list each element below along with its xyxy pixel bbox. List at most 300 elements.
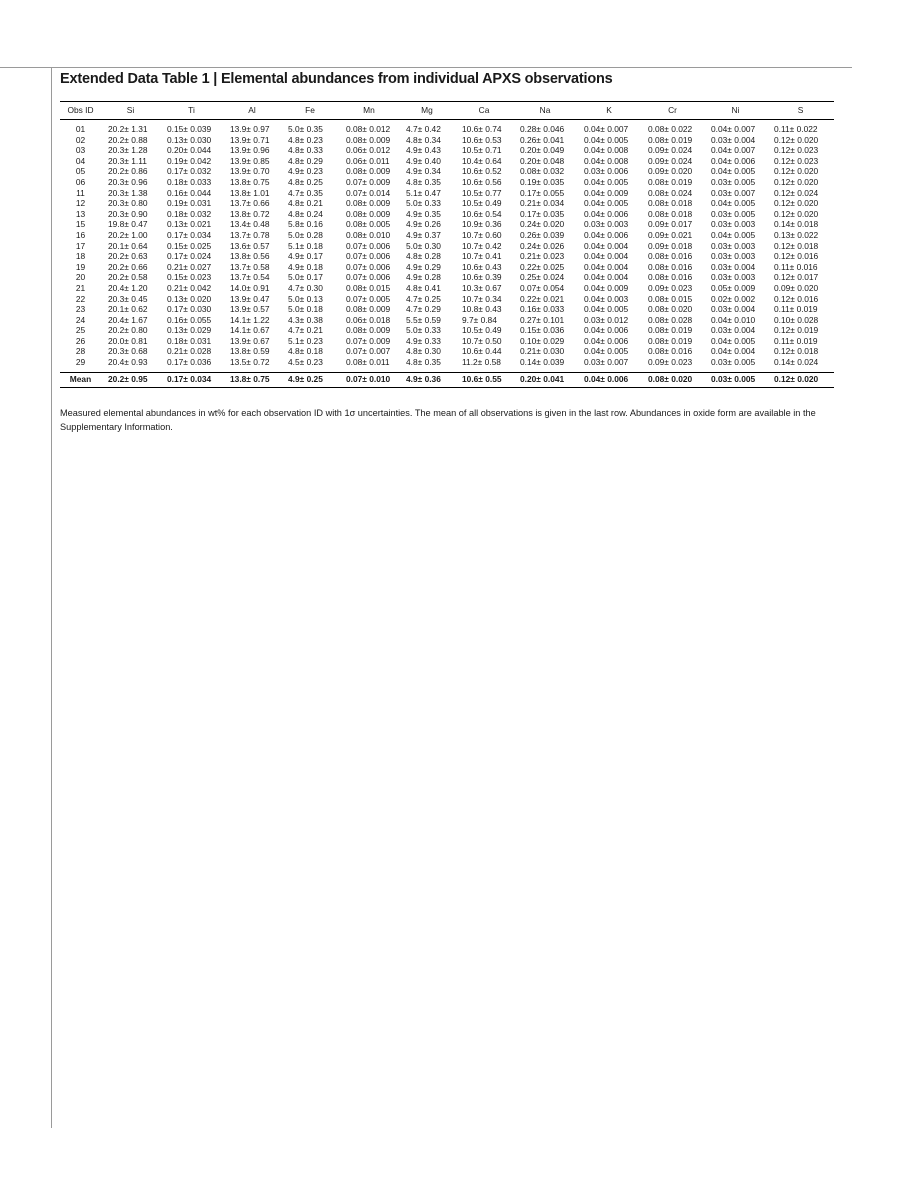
value-cell: 0.08± 0.009 [346,198,391,209]
value-cell: 0.21± 0.034 [520,198,565,209]
mean-value-cell: 0.20± 0.041 [513,372,577,387]
column-header: Mg [399,102,455,120]
column-header: Na [513,102,577,120]
value-cell: 0.04± 0.005 [711,335,756,346]
value-cell: 0.04± 0.010 [711,314,756,325]
header-row [60,102,834,120]
table-row [60,209,834,220]
value-cell: 4.7± 0.25 [406,293,441,304]
value-cell: 13.7± 0.66 [230,198,270,209]
column-header: Ca [455,102,513,120]
value-cell: 0.17± 0.032 [167,166,212,177]
value-cell: 13.9± 0.71 [230,134,270,145]
value-cell: 13.5± 0.72 [230,357,270,368]
table-body [60,120,834,373]
obs-id-cell: 13 [75,208,86,219]
obs-id-cell: 24 [75,314,86,325]
value-cell: 0.06± 0.018 [346,314,391,325]
value-cell: 4.9± 0.43 [406,145,441,156]
value-cell: 0.12± 0.016 [774,251,819,262]
value-cell: 0.15± 0.039 [167,124,212,134]
value-cell: 0.03± 0.006 [584,166,629,177]
value-cell: 20.2± 1.31 [108,124,148,134]
value-cell: 0.22± 0.021 [520,293,565,304]
value-cell: 5.0± 0.28 [288,229,323,240]
value-cell: 10.6± 0.53 [462,134,502,145]
value-cell: 0.08± 0.019 [648,134,693,145]
value-cell: 0.04± 0.006 [584,229,629,240]
value-cell: 4.9± 0.40 [406,155,441,166]
mean-value-cell: 4.9± 0.36 [399,372,455,387]
value-cell: 0.13± 0.030 [167,134,212,145]
value-cell: 4.9± 0.26 [406,219,441,230]
value-cell: 0.03± 0.004 [711,304,756,315]
obs-id-cell: 11 [76,187,85,198]
value-cell: 0.08± 0.032 [520,166,565,177]
value-cell: 0.03± 0.004 [711,261,756,272]
table-caption: Measured elemental abundances in wt% for each observation ID with 1σ uncertainties. The mean of all observations is given in the last row. Abundances in oxide form are available in the Supplementary Information. [60,408,816,432]
value-cell: 13.9± 0.57 [230,304,270,315]
value-cell: 0.12± 0.020 [774,208,819,219]
obs-id-cell: 02 [75,134,86,145]
value-cell: 0.08± 0.009 [346,325,391,336]
value-cell: 5.1± 0.23 [288,335,323,346]
value-cell: 0.08± 0.009 [346,166,391,177]
mean-value-cell: 10.6± 0.55 [455,372,513,387]
value-cell: 0.20± 0.044 [167,145,212,156]
value-cell: 0.04± 0.009 [584,187,629,198]
value-cell: 0.11± 0.022 [774,124,818,134]
value-cell: 20.4± 1.67 [108,314,148,325]
obs-id-cell: 06 [75,176,86,187]
column-header: Mn [339,102,399,120]
value-cell: 0.08± 0.009 [346,134,391,145]
value-cell: 0.28± 0.046 [520,124,565,134]
column-header: Al [223,102,281,120]
value-cell: 0.04± 0.006 [584,325,629,336]
value-cell: 5.5± 0.59 [406,314,441,325]
value-cell: 0.06± 0.012 [346,145,391,156]
table-row [60,336,834,347]
obs-id-cell: 12 [75,198,86,209]
obs-id-cell: 04 [75,155,86,166]
value-cell: 0.24± 0.020 [520,219,565,230]
obs-id-cell: 23 [75,304,86,315]
value-cell: 20.2± 0.63 [108,251,148,262]
value-cell: 0.12± 0.020 [774,176,819,187]
value-cell: 4.8± 0.35 [406,357,441,368]
value-cell: 0.17± 0.030 [167,304,212,315]
value-cell: 0.13± 0.022 [774,229,819,240]
value-cell: 0.04± 0.009 [584,282,629,293]
table-row [60,251,834,262]
value-cell: 9.7± 0.84 [462,314,497,325]
value-cell: 0.04± 0.006 [584,335,629,346]
value-cell: 4.8± 0.21 [288,198,323,209]
value-cell: 0.08± 0.018 [648,208,693,219]
value-cell: 14.0± 0.91 [230,282,270,293]
value-cell: 0.27± 0.101 [520,314,565,325]
obs-id-cell: 26 [75,335,86,346]
obs-id-cell: 01 [75,124,86,134]
value-cell: 0.08± 0.016 [648,346,693,357]
value-cell: 20.3± 1.38 [108,187,148,198]
value-cell: 20.2± 0.80 [108,325,148,336]
value-cell: 0.08± 0.019 [648,325,693,336]
value-cell: 0.08± 0.009 [346,304,391,315]
value-cell: 20.1± 0.64 [108,240,148,251]
value-cell: 4.3± 0.38 [288,314,323,325]
value-cell: 0.04± 0.005 [584,346,629,357]
value-cell: 20.3± 0.45 [108,293,148,304]
value-cell: 0.12± 0.020 [774,166,819,177]
value-cell: 4.8± 0.18 [288,346,323,357]
mean-value-cell: 20.2± 0.95 [101,372,160,387]
value-cell: 0.04± 0.006 [584,208,629,219]
value-cell: 0.17± 0.034 [167,229,212,240]
value-cell: 0.04± 0.005 [711,166,756,177]
value-cell: 0.04± 0.005 [711,198,756,209]
value-cell: 10.5± 0.71 [462,145,502,156]
value-cell: 0.03± 0.003 [711,240,756,251]
value-cell: 0.07± 0.006 [346,261,391,272]
abundance-table [60,102,834,387]
value-cell: 0.10± 0.028 [774,314,819,325]
value-cell: 20.3± 0.80 [108,198,148,209]
value-cell: 13.4± 0.48 [230,219,270,230]
value-cell: 0.04± 0.004 [584,272,629,283]
value-cell: 4.9± 0.18 [288,261,323,272]
mean-value-cell: 13.8± 0.75 [223,372,281,387]
value-cell: 13.8± 0.59 [230,346,270,357]
value-cell: 0.24± 0.026 [520,240,565,251]
value-cell: 10.5± 0.49 [462,325,502,336]
value-cell: 0.09± 0.024 [648,155,693,166]
value-cell: 20.1± 0.62 [108,304,148,315]
table-title: Extended Data Table 1 | Elemental abundances from individual APXS observations [60,71,613,87]
value-cell: 0.03± 0.007 [584,357,629,368]
value-cell: 4.7± 0.30 [288,282,323,293]
value-cell: 0.04± 0.005 [711,229,756,240]
value-cell: 0.12± 0.017 [774,272,819,283]
value-cell: 4.8± 0.33 [288,145,323,156]
value-cell: 0.09± 0.023 [648,357,693,368]
value-cell: 0.03± 0.007 [711,187,756,198]
value-cell: 0.16± 0.044 [167,187,212,198]
value-cell: 20.3± 0.90 [108,208,148,219]
value-cell: 10.5± 0.77 [462,187,502,198]
value-cell: 0.10± 0.029 [520,335,565,346]
value-cell: 0.20± 0.049 [520,145,565,156]
value-cell: 0.21± 0.027 [167,261,212,272]
value-cell: 0.18± 0.031 [167,335,212,346]
value-cell: 20.3± 0.68 [108,346,148,357]
value-cell: 10.8± 0.43 [462,304,502,315]
value-cell: 0.21± 0.028 [167,346,212,357]
value-cell: 4.9± 0.37 [406,229,441,240]
value-cell: 0.08± 0.024 [648,187,693,198]
value-cell: 0.08± 0.016 [648,251,693,262]
value-cell: 0.11± 0.019 [774,304,818,315]
value-cell: 0.04± 0.003 [584,293,629,304]
value-cell: 10.6± 0.39 [462,272,502,283]
value-cell: 4.5± 0.23 [288,357,323,368]
value-cell: 10.5± 0.49 [462,198,502,209]
value-cell: 0.17± 0.055 [520,187,565,198]
value-cell: 0.17± 0.024 [167,251,212,262]
value-cell: 13.9± 0.70 [230,166,270,177]
value-cell: 11.2± 0.58 [462,357,501,368]
value-cell: 0.08± 0.016 [648,261,693,272]
value-cell: 13.7± 0.58 [230,261,270,272]
table-row [60,357,834,372]
value-cell: 0.03± 0.004 [711,134,756,145]
table-row [60,315,834,326]
value-cell: 0.15± 0.036 [520,325,565,336]
table-row [60,346,834,357]
value-cell: 0.06± 0.011 [346,155,390,166]
mean-row [60,372,834,387]
value-cell: 4.9± 0.35 [406,208,441,219]
value-cell: 0.11± 0.016 [774,261,818,272]
value-cell: 4.8± 0.24 [288,208,323,219]
value-cell: 0.16± 0.033 [520,304,565,315]
obs-id-cell: 20 [75,272,86,283]
value-cell: 20.3± 0.96 [108,176,148,187]
value-cell: 0.18± 0.033 [167,176,212,187]
value-cell: 10.6± 0.56 [462,176,502,187]
table-row [60,198,834,209]
value-cell: 13.8± 0.56 [230,251,270,262]
table-row [60,156,834,167]
value-cell: 4.8± 0.41 [406,282,441,293]
table-row [60,304,834,315]
value-cell: 0.08± 0.022 [648,124,693,134]
abundance-table-container [60,101,834,388]
value-cell: 0.14± 0.024 [774,357,819,368]
mean-value-cell: 0.17± 0.034 [160,372,223,387]
value-cell: 10.7± 0.60 [462,229,502,240]
value-cell: 4.8± 0.35 [406,176,441,187]
table-row [60,283,834,294]
value-cell: 0.09± 0.020 [648,166,693,177]
value-cell: 0.09± 0.023 [648,282,693,293]
value-cell: 20.2± 0.88 [108,134,148,145]
value-cell: 4.8± 0.30 [406,346,441,357]
column-header: Obs ID [60,102,101,120]
value-cell: 0.08± 0.016 [648,272,693,283]
value-cell: 20.2± 0.58 [108,272,148,283]
value-cell: 0.25± 0.024 [520,272,565,283]
value-cell: 0.04± 0.005 [584,198,629,209]
table-row [60,145,834,156]
column-header: Ti [160,102,223,120]
value-cell: 0.14± 0.039 [520,357,565,368]
value-cell: 0.03± 0.004 [711,325,756,336]
value-cell: 0.08± 0.011 [346,357,390,368]
value-cell: 10.9± 0.36 [462,219,502,230]
value-cell: 0.17± 0.036 [167,357,212,368]
value-cell: 4.9± 0.34 [406,166,441,177]
value-cell: 4.8± 0.34 [406,134,441,145]
value-cell: 13.7± 0.78 [230,229,270,240]
value-cell: 4.9± 0.33 [406,335,441,346]
value-cell: 0.12± 0.018 [774,346,819,357]
value-cell: 0.04± 0.007 [711,124,756,134]
value-cell: 0.09± 0.024 [648,145,693,156]
obs-id-cell: 22 [75,293,86,304]
value-cell: 0.08± 0.019 [648,335,693,346]
column-header: K [577,102,641,120]
column-header: Cr [641,102,704,120]
value-cell: 20.4± 0.93 [108,357,148,368]
value-cell: 14.1± 1.22 [230,314,270,325]
value-cell: 0.08± 0.012 [346,124,391,134]
obs-id-cell: 05 [75,166,86,177]
value-cell: 0.18± 0.032 [167,208,212,219]
column-header: Si [101,102,160,120]
table-row [60,272,834,283]
value-cell: 0.11± 0.019 [774,335,818,346]
value-cell: 10.6± 0.52 [462,166,502,177]
value-cell: 0.12± 0.024 [774,187,819,198]
value-cell: 10.7± 0.41 [462,251,502,262]
column-header: Fe [281,102,339,120]
value-cell: 14.1± 0.67 [230,325,270,336]
value-cell: 0.21± 0.023 [520,251,565,262]
value-cell: 0.12± 0.020 [774,134,819,145]
value-cell: 0.08± 0.005 [346,219,391,230]
obs-id-cell: 18 [75,251,86,262]
obs-id-cell: 15 [75,219,86,230]
value-cell: 0.09± 0.017 [648,219,693,230]
value-cell: 0.07± 0.009 [346,335,391,346]
value-cell: 0.26± 0.039 [520,229,565,240]
value-cell: 5.0± 0.17 [288,272,323,283]
value-cell: 10.6± 0.54 [462,208,502,219]
table-row [60,135,834,146]
obs-id-cell: 28 [75,346,86,357]
value-cell: 0.12± 0.016 [774,293,819,304]
value-cell: 0.08± 0.020 [648,304,693,315]
value-cell: 5.8± 0.16 [288,219,323,230]
mean-label-cell: Mean [60,372,101,387]
value-cell: 0.13± 0.021 [167,219,212,230]
value-cell: 10.7± 0.34 [462,293,502,304]
value-cell: 0.03± 0.005 [711,208,756,219]
value-cell: 0.08± 0.015 [346,282,391,293]
obs-id-cell: 29 [75,357,86,368]
value-cell: 0.19± 0.031 [167,198,212,209]
obs-id-cell: 03 [75,145,86,156]
value-cell: 4.7± 0.42 [406,124,441,134]
value-cell: 0.12± 0.023 [774,155,819,166]
value-cell: 10.4± 0.64 [462,155,502,166]
value-cell: 0.13± 0.020 [167,293,212,304]
value-cell: 0.05± 0.009 [711,282,756,293]
value-cell: 0.04± 0.005 [584,304,629,315]
value-cell: 0.09± 0.020 [774,282,819,293]
value-cell: 4.8± 0.28 [406,251,441,262]
value-cell: 0.13± 0.029 [167,325,212,336]
value-cell: 20.0± 0.81 [108,335,148,346]
value-cell: 0.04± 0.005 [584,176,629,187]
value-cell: 20.2± 0.86 [108,166,148,177]
value-cell: 5.0± 0.13 [288,293,323,304]
value-cell: 0.12± 0.019 [774,325,819,336]
value-cell: 10.6± 0.44 [462,346,502,357]
table-row [60,120,834,135]
value-cell: 0.04± 0.007 [711,145,756,156]
table-row [60,325,834,336]
value-cell: 0.03± 0.012 [584,314,629,325]
value-cell: 0.07± 0.006 [346,240,391,251]
page-header-rule [0,67,852,68]
table-row [60,294,834,305]
table-row [60,219,834,230]
column-header: S [767,102,834,120]
value-cell: 10.6± 0.74 [462,124,502,134]
value-cell: 0.08± 0.018 [648,198,693,209]
value-cell: 0.03± 0.003 [711,251,756,262]
table-row [60,241,834,252]
value-cell: 13.9± 0.47 [230,293,270,304]
value-cell: 20.3± 1.28 [108,145,148,156]
obs-id-cell: 17 [75,240,86,251]
value-cell: 4.8± 0.25 [288,176,323,187]
value-cell: 5.0± 0.35 [288,124,323,134]
value-cell: 0.03± 0.003 [711,219,756,230]
value-cell: 0.04± 0.004 [584,251,629,262]
value-cell: 0.04± 0.008 [584,155,629,166]
value-cell: 0.07± 0.009 [346,176,391,187]
value-cell: 0.07± 0.005 [346,293,391,304]
value-cell: 4.9± 0.29 [406,261,441,272]
value-cell: 19.8± 0.47 [108,219,148,230]
value-cell: 20.2± 1.00 [108,229,148,240]
value-cell: 5.1± 0.47 [406,187,441,198]
value-cell: 5.0± 0.33 [406,325,441,336]
value-cell: 0.04± 0.007 [584,124,629,134]
value-cell: 0.02± 0.002 [711,293,756,304]
value-cell: 13.9± 0.97 [230,124,270,134]
column-header: Ni [704,102,767,120]
value-cell: 4.9± 0.23 [288,166,323,177]
value-cell: 4.9± 0.28 [406,272,441,283]
value-cell: 0.03± 0.003 [711,272,756,283]
page-margin-rule [51,67,52,1128]
value-cell: 20.4± 1.20 [108,282,148,293]
value-cell: 0.22± 0.025 [520,261,565,272]
value-cell: 10.7± 0.50 [462,335,502,346]
table-row [60,166,834,177]
value-cell: 10.3± 0.67 [462,282,502,293]
value-cell: 0.12± 0.018 [774,240,819,251]
value-cell: 0.20± 0.048 [520,155,565,166]
mean-value-cell: 0.03± 0.005 [704,372,767,387]
value-cell: 0.16± 0.055 [167,314,212,325]
value-cell: 4.7± 0.35 [288,187,323,198]
value-cell: 0.03± 0.005 [711,357,756,368]
table-row [60,177,834,188]
value-cell: 0.04± 0.006 [711,155,756,166]
obs-id-cell: 16 [75,229,86,240]
value-cell: 0.07± 0.007 [346,346,391,357]
value-cell: 0.07± 0.054 [520,282,565,293]
value-cell: 0.19± 0.035 [520,176,565,187]
value-cell: 0.04± 0.008 [584,145,629,156]
value-cell: 0.04± 0.004 [584,261,629,272]
